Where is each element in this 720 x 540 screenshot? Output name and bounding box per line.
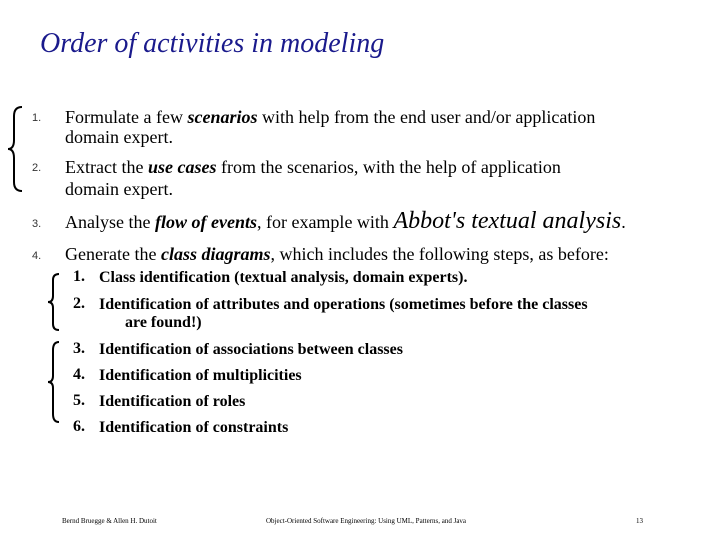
footer-page-number: 13: [636, 517, 643, 525]
subitem-number: 4.: [73, 366, 85, 383]
item-text: Generate the class diagrams, which includes the following steps, as before:: [65, 244, 609, 264]
footer-book: Object-Oriented Software Engineering: Using UML, Patterns, and Java: [266, 517, 467, 525]
emphasis: flow of events: [154, 212, 257, 232]
brace-icon: [6, 104, 26, 194]
item-number: 2.: [32, 162, 42, 174]
subitem-text: Identification of constraints: [99, 419, 289, 436]
page-title: Order of activities in modeling: [40, 28, 385, 59]
item-text-continued: domain expert.: [65, 179, 173, 199]
subitem-number: 6.: [73, 418, 85, 435]
subitem-number: 5.: [73, 392, 85, 409]
emphasis: use cases: [147, 157, 217, 177]
emphasis: scenarios: [187, 107, 258, 127]
subitem-text: Identification of multiplicities: [99, 367, 302, 384]
brace-icon: [47, 340, 61, 424]
subitem-text: Identification of roles: [99, 393, 246, 410]
subitem-text: Identification of associations between classes: [99, 341, 403, 358]
brace-icon: [47, 272, 61, 332]
item-text: Formulate a few scenarios with help from the end user and/or application: [65, 107, 596, 127]
subitem-text: Class identification (textual analysis, domain experts).: [99, 269, 468, 286]
subitem-number: 2.: [73, 295, 85, 312]
item-number: 3.: [32, 218, 42, 230]
item-text: Analyse the flow of events, for example with Abbot's textual analysis.: [65, 208, 626, 234]
item-number: 1.: [32, 112, 42, 124]
subitem-text-continued: are found!): [125, 314, 202, 331]
subitem-text: Identification of attributes and operations (sometimes before the classes: [99, 296, 588, 313]
item-text: Extract the use cases from the scenarios, with the help of application: [65, 157, 561, 177]
emphasis: class diagrams: [160, 244, 271, 264]
footer-authors: Bernd Bruegge & Allen H. Dutoit: [62, 517, 157, 525]
abbot-emphasis: Abbot's textual analysis: [393, 208, 622, 234]
subitem-number: 1.: [73, 268, 85, 285]
item-text-continued: domain expert.: [65, 127, 173, 147]
item-number: 4.: [32, 250, 42, 262]
subitem-number: 3.: [73, 340, 85, 357]
